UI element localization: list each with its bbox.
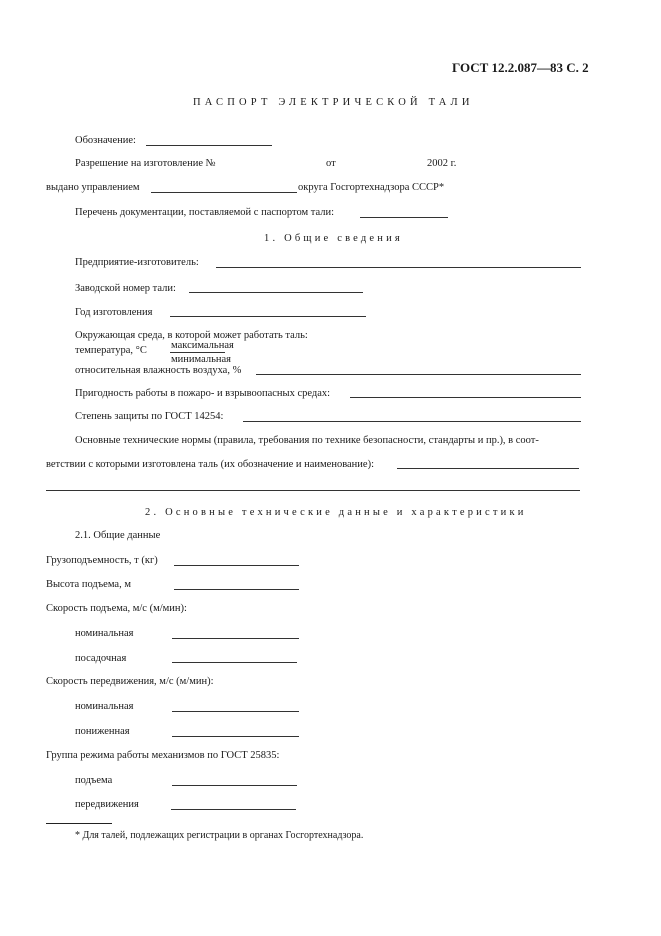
lift-speed-landing-label: посадочная: [75, 653, 127, 664]
year-made-field[interactable]: [170, 316, 366, 317]
issued-by-field[interactable]: [151, 192, 297, 193]
humidity-label: относительная влажность воздуха, %: [75, 365, 242, 376]
year-made-label: Год изготовления: [75, 307, 153, 318]
permission-from-label: от: [326, 158, 336, 169]
temperature-min: минимальная: [171, 354, 231, 365]
subsection-2-1-heading: 2.1. Общие данные: [75, 530, 161, 541]
section-2-heading: 2. Основные технические данные и характеристики: [145, 507, 527, 518]
lift-speed-label: Скорость подъема, м/с (м/мин):: [46, 603, 187, 614]
temperature-label: температура, °С: [75, 345, 147, 356]
docs-list-label: Перечень документации, поставляемой с паспортом тали:: [75, 207, 335, 218]
mode-lifting-label: подъема: [75, 775, 113, 786]
fire-safety-label: Пригодность работы в пожаро- и взрывоопасных средах:: [75, 388, 331, 399]
designation-field[interactable]: [146, 145, 272, 146]
travel-speed-reduced-field[interactable]: [172, 736, 299, 737]
lift-height-field[interactable]: [174, 589, 299, 590]
mode-group-label: Группа режима работы механизмов по ГОСТ 25835:: [46, 750, 280, 761]
permission-year: 2002 г.: [427, 158, 457, 169]
lift-height-label: Высота подъема, м: [46, 579, 131, 590]
issued-by-suffix: округа Госгортехнадзора СССР*: [298, 182, 445, 193]
lift-speed-landing-field[interactable]: [172, 662, 297, 663]
norms-field[interactable]: [397, 468, 579, 469]
mode-travel-field[interactable]: [171, 809, 296, 810]
docs-list-field[interactable]: [360, 217, 448, 218]
protection-label: Степень защиты по ГОСТ 14254:: [75, 411, 224, 422]
travel-speed-nominal-field[interactable]: [172, 711, 299, 712]
manufacturer-label: Предприятие-изготовитель:: [75, 257, 199, 268]
norms-field-continued[interactable]: [46, 490, 580, 491]
designation-label: Обозначение:: [75, 135, 136, 146]
issued-by-label: выдано управлением: [46, 182, 140, 193]
fire-safety-field[interactable]: [350, 397, 581, 398]
mode-lifting-field[interactable]: [172, 785, 297, 786]
capacity-label: Грузоподъемность, т (кг): [46, 555, 158, 566]
travel-speed-reduced-label: пониженная: [75, 726, 130, 737]
footnote: * Для талей, подлежащих регистрации в органах Госгортехнадзора.: [75, 830, 364, 841]
serial-field[interactable]: [189, 292, 363, 293]
protection-field[interactable]: [243, 421, 581, 422]
fraction-line: [170, 352, 225, 353]
temperature-max: максимальная: [171, 340, 234, 351]
mode-travel-label: передвижения: [75, 799, 139, 810]
document-header: ГОСТ 12.2.087—83 С. 2: [452, 60, 589, 75]
humidity-field[interactable]: [256, 374, 581, 375]
travel-speed-label: Скорость передвижения, м/с (м/мин):: [46, 676, 214, 687]
page-title: ПАСПОРТ ЭЛЕКТРИЧЕСКОЙ ТАЛИ: [193, 97, 474, 108]
lift-speed-nominal-field[interactable]: [172, 638, 299, 639]
norms-text-line1: Основные технические нормы (правила, требования по технике безопасности, стандарты и пр.), в соот-: [75, 435, 539, 446]
capacity-field[interactable]: [174, 565, 299, 566]
serial-label: Заводской номер тали:: [75, 283, 176, 294]
norms-text-line2: ветствии с которыми изготовлена таль (их обозначение и наименование):: [46, 459, 374, 470]
footnote-separator: [46, 823, 112, 824]
section-1-heading: 1. Общие сведения: [264, 233, 403, 244]
manufacturer-field[interactable]: [216, 267, 581, 268]
travel-speed-nominal-label: номинальная: [75, 701, 134, 712]
lift-speed-nominal-label: номинальная: [75, 628, 134, 639]
environment-label: Окружающая среда, в которой может работать таль:: [75, 330, 308, 341]
permission-label: Разрешение на изготовление №: [75, 158, 216, 169]
